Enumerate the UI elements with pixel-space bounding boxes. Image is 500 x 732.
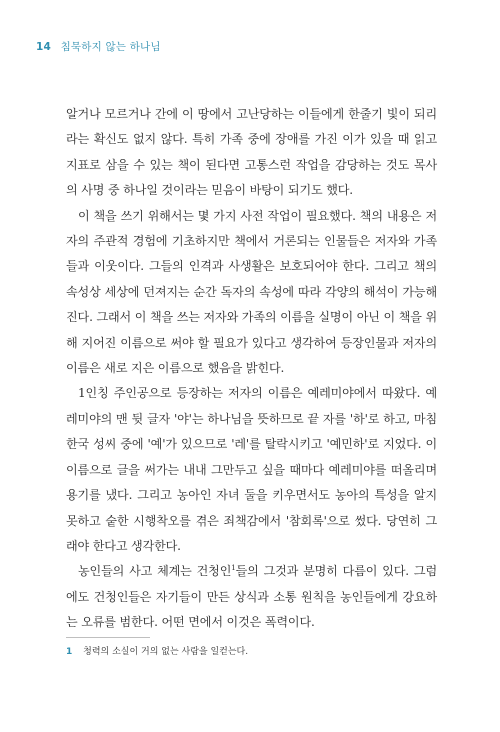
paragraph-author-name: 1인칭 주인공으로 등장하는 저자의 이름은 예레미야에서 따왔다. 예레미야의 맨 뒷 글자 '야'는 하나님을 뜻하므로 끝 자를 '하'로 하고, 마침 한국 성씨 중에 '예'가 있으므로 '레'를 탈락시키고 '예민하'로 지었다. 이 이름으로 글을 써가는 내내 그만두고 싶을 때마다 예레미야를 떠올리며 용기를 냈다. 그리고 농아인 자녀 둘을 키우면서도 농아의 특성을 알지 못하고 숱한 시행착오를 겪은 죄책감에서 '참회록'으로 썼다. 당연히 그래야 한다고 생각한다. [66, 386, 437, 553]
footnote-number: 1 [66, 647, 73, 657]
paragraph-text-before-ref: 농인들의 사고 체계는 건청인 [78, 564, 232, 579]
footnote [66, 644, 248, 657]
footnote-divider [66, 637, 150, 638]
page-number: 14 [36, 41, 52, 53]
running-header [36, 39, 161, 54]
footnote-reference[interactable]: 1 [231, 564, 236, 573]
paragraph-continued: 알거나 모르거나 간에 이 땅에서 고난당하는 이들에게 한줄기 빛이 되리라는 확신도 없지 않다. 특히 가족 중에 장애를 가진 이가 있을 때 읽고 지표로 삼을 수 있는 책이 된다면 고통스런 작업을 감당하는 것도 목사의 사명 중 하나일 것이라는 믿음이 바탕이 되기도 했다. [66, 107, 437, 198]
paragraph-text-after-ref: 들의 그것과 분명히 다름이 있다. 그럼에도 건청인들은 자기들이 만든 상식과 소통 원칙을 농인들에게 강요하는 오류를 범한다. 어떤 면에서 이것은 폭력이다. [66, 564, 437, 630]
footnote-text: 청력의 소실이 거의 없는 사람을 일컫는다. [83, 647, 249, 657]
paragraph-deaf-thinking [66, 559, 437, 635]
running-title: 침묵하지 않는 하나님 [60, 41, 161, 53]
body-text [66, 102, 437, 636]
paragraph-preparation: 이 책을 쓰기 위해서는 몇 가지 사전 작업이 필요했다. 책의 내용은 저자의 주관적 경험에 기초하지만 책에서 거론되는 인물들은 저자와 가족들과 이웃이다. 그들의 인격과 사생활은 보호되어야 한다. 그리고 책의 속성상 세상에 던져지는 순간 독자의 속성에 따라 각양의 해석이 가능해진다. 그래서 이 책을 쓰는 저자와 가족의 이름을 실명이 아닌 이 책을 위해 지어진 이름으로 써야 할 필요가 있다고 생각하여 등장인물과 저자의 이름은 새로 지은 이름으로 했음을 밝힌다. [66, 208, 437, 376]
